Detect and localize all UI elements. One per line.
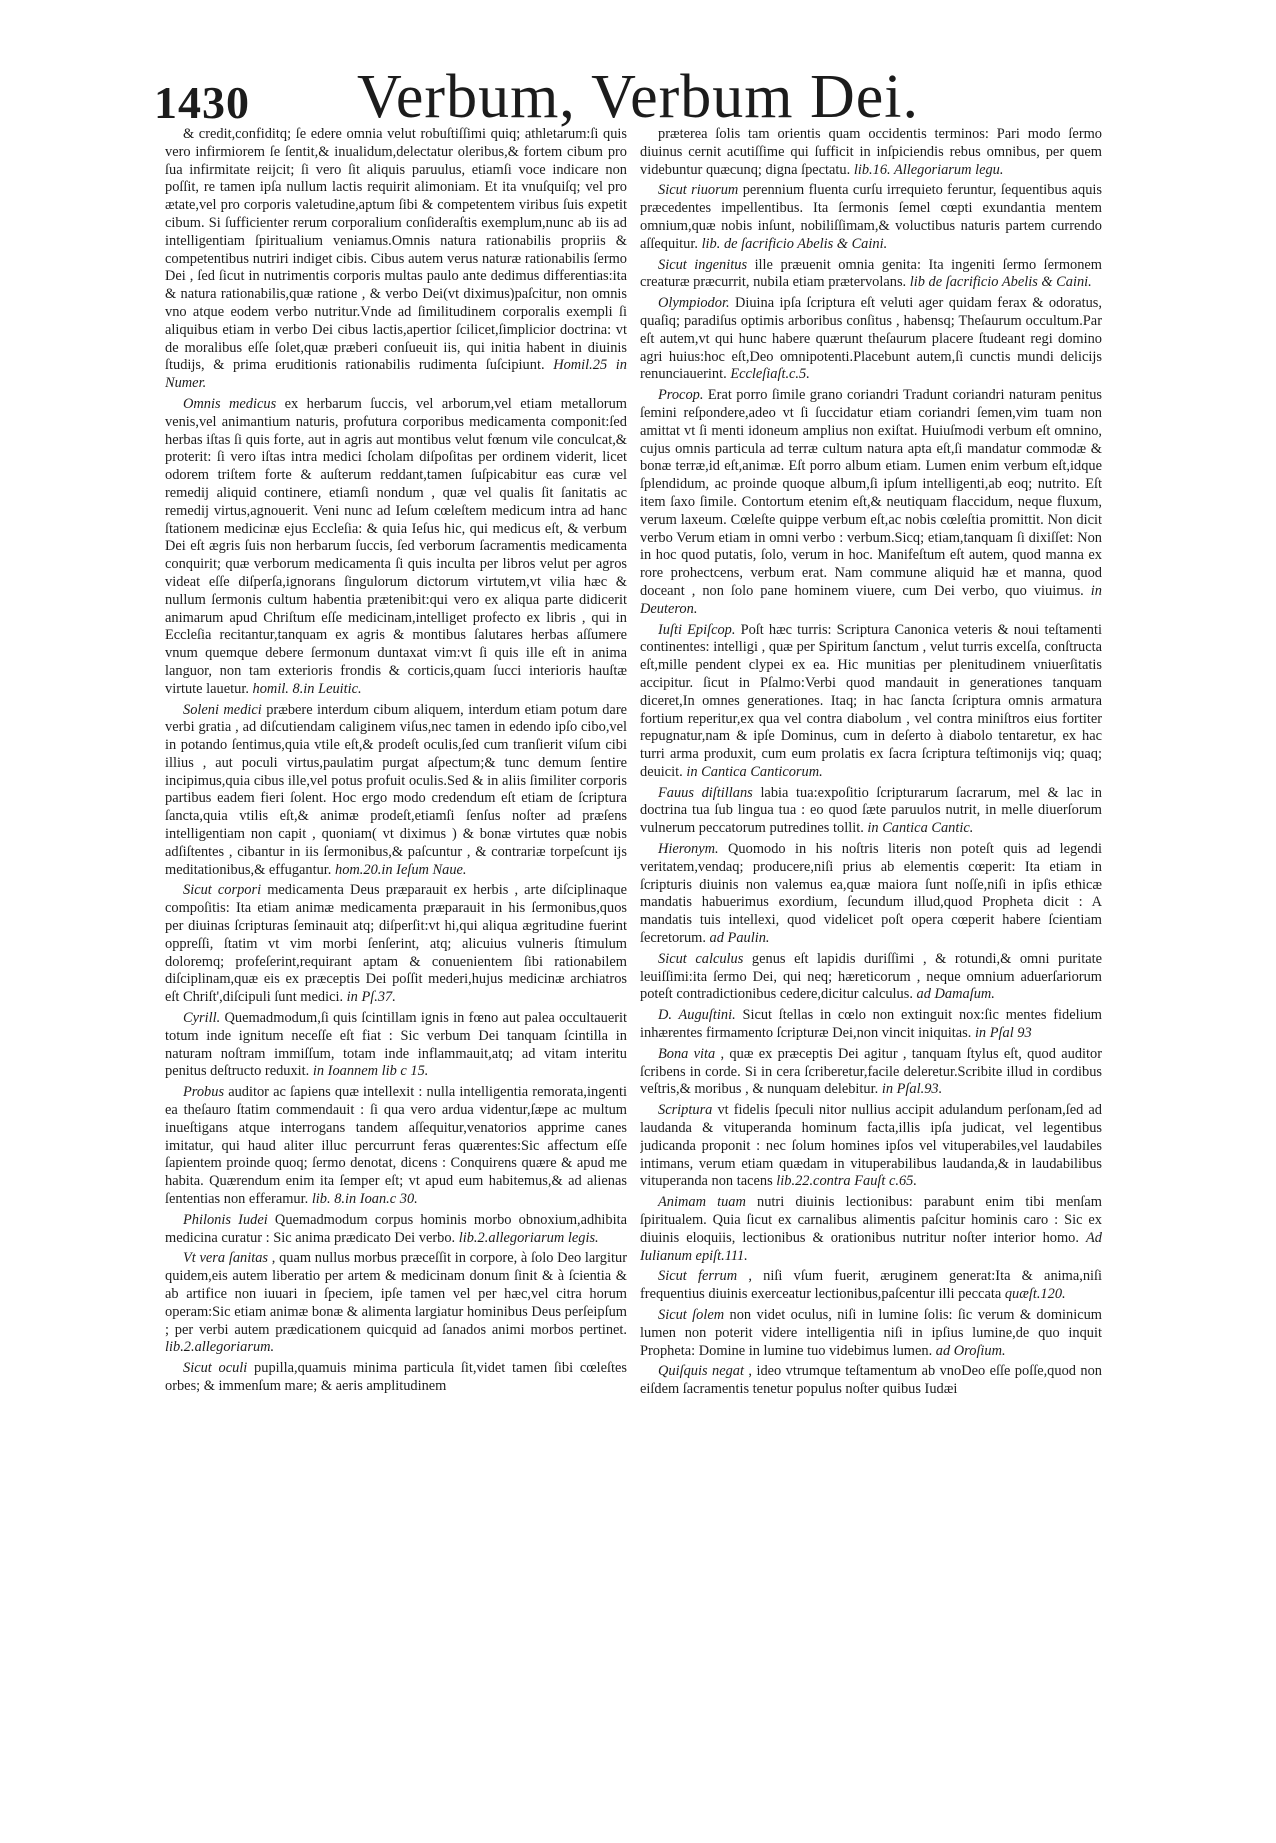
paragraph [640, 1363, 1102, 1399]
paragraph [640, 1194, 1102, 1265]
source-reference: lib. 8.in Ioan.c 30. [311, 1191, 418, 1208]
paragraph-text: Diuina ipſa ſcriptura eſt veluti ager quidam ferax & odoratus, quaſiq; paradiſus optimis arboribus conſitus , habensq; Theſaurum occultum.Par eſt autem,vt qui hunc habere quærunt theſaurum placere ſtudeant regi domino agri huius:hoc eſt,Deo omnipotenti.Placebunt autem,ſi cunctis mundi delicijs renunciauerint. [640, 295, 1102, 383]
paragraph [640, 295, 1102, 384]
source-reference: lib.2.allegoriarum. [165, 1339, 275, 1356]
paragraph [165, 882, 627, 1007]
paragraph-lead: Probus [183, 1084, 225, 1101]
source-reference: ad Paulin. [709, 930, 770, 947]
paragraph-text: præbere interdum cibum aliquem, interdum etiam potum dare verbi gratia , ad diſcutiendam caliginem viſus,nec tamen in edendo ipſo cibo,vel in potando ſentimus,quia vtile eſt,& prodeſt oculis,ſed cum tranſierit viſum cibi illius , aut poculi virtus,paulatim purgat aſpectum;& tunc demum ſentire incipimus,quia cibus ille,vel potus profuit oculis.Sed & in aliis ſimiliter corporis partibus eadem fieri ſolent. Hoc ergo modo credendum eſt etiam de ſcriptura ſancta,quia vtilis eſt,& animæ prodeſt,etiamſi ſenſus noſter ad præſens intelligentiam non capit , quoniam( vt diximus ) & bonæ virtutes quæ nobis adſiſtentes , cibantur in iis ſermonibus,& paſcuntur , & contrariæ torpeſcunt ijs meditationibus,& effugantur. [165, 701, 627, 878]
paragraph-lead: Sicut ferrum [658, 1268, 738, 1285]
paragraph [640, 1007, 1102, 1043]
paragraph [165, 126, 627, 393]
paragraph [640, 387, 1102, 618]
paragraph-text: , niſi vſum fuerit, æruginem generat:Ita & anima,niſi frequentius diuinis exerceatur lectionibus,paſcentur illi peccata [640, 1268, 1102, 1303]
source-reference: ad Damaſum. [916, 986, 995, 1003]
paragraph [165, 1212, 627, 1248]
paragraph-text: non videt oculus, niſi in lumine ſolis: ſic verum & dominicum lumen non poterit videre intelligentia niſi in ipſius lumine,de quo inquit Propheta: Domine in lumine tuo videbimus lumen. [640, 1307, 1102, 1359]
running-title: Verbum, Verbum Dei. [357, 63, 919, 131]
paragraph-lead: Bona vita [658, 1045, 716, 1062]
paragraph-text: Erat porro ſimile grano coriandri Tradunt coriandri naturam penitus ſemini reſpondere,adeo vt ſi ſuccidatur etiam coriandri ſemen,vim tuam non amittat vt ſi menti idoneum amplius non exiſtat. Huiuſmodi verbum eſt omnino, cujus omnis particula ad terræ cultum natura apta eſt,ſi mandatur commodæ & bonæ terræ,id eſt,animæ. Eſt porro album etiam. Lumen enim verbum eſt,idque ſplendidum, ac proinde quoque album,ſi ipſum intelligenti,ab eoq; nutrito. Eſt item ſaxo ſimile. Contortum etenim eſt,& neutiquam flaccidum, neque fluxum, verum laxeum. Cœleſte quippe verbum eſt,ac nobis cœleſtia promittit. Non dicit verbo Verum etiam in omni verbo : verbum.Sicq; etiam,tanquam ſi dixiſſet: Non in hoc quod putatis, ſolo, verum in hoc. Manifeſtum eſt autem, quod manna ex rore prohectcens, verbum erat. Nam commune aliquid hæ et manna, quod doceant , non ſolo pane hominem viuere, cum Dei verbo, quo viuimus. [640, 387, 1102, 599]
paragraph [640, 182, 1102, 253]
paragraph-lead: Sicut calculus [658, 950, 744, 967]
page-number: 1430 [154, 77, 250, 128]
paragraph-text: Sicut ſtellas in cœlo non extinguit nox:ſic mentes fidelium inhærentes firmamento ſcripturæ Dei,non vincit iniquitas. [640, 1007, 1102, 1042]
source-reference: ad Oroſium. [935, 1342, 1006, 1359]
source-reference: Eccleſiaſt.c.5. [730, 366, 810, 383]
paragraph [640, 951, 1102, 1004]
source-reference: in Pſal.93. [881, 1081, 943, 1098]
paragraph-text: genus eſt lapidis duriſſimi , & rotundi,& omni puritate leuiſſimi:ita ſermo Dei, qui neq; hæreticorum , neque omnium aduerſariorum poteſt contradictionibus cedere,dicitur calculus. [640, 950, 1102, 1003]
paragraph-text: Quemadmodum corpus hominis morbo obnoxium,adhibita medicina curatur : Sic anima prædicato Dei verbo. [165, 1211, 627, 1246]
paragraph-text: , quam nullus morbus præceſſit in corpore, à ſolo Deo largitur quidem,eis autem liberatio per artem & medicinam donum ſinit & à ſcientia & ab artifice non iuuari in ſpeciem, ipſe tamen vel per hæc,vel citra horum operam:Sic etiam animæ bonæ & alimenta largiatur hominibus Deus perſeipſum ; per verbi autem prædicationem quicquid ad ſanados animi morbos pertinet. [165, 1250, 627, 1338]
source-reference: lib.16. Allegoriarum legu. [853, 161, 1004, 178]
paragraph-lead: Olympiodor. [658, 295, 730, 312]
paragraph-text: nutri diuinis lectionibus: parabunt enim tibi menſam ſpiritualem. Quia ſicut ex carnalibus alimentis paſcitur hominis caro : Sic ex diuinis eloquiis, lectionibus & orationibus nutritur noſter interior homo. [640, 1194, 1102, 1246]
paragraph-lead: Cyrill. [183, 1010, 221, 1027]
paragraph-lead: Omnis medicus [183, 395, 277, 412]
paragraph [640, 1268, 1102, 1304]
paragraph-text: Poſt hæc turris: Scriptura Canonica veteris & noui teſtamenti continentes: intelligi , quæ per Spiritum ſanctum , velut turris excelſa, conſtructa eſt,mille pendent clypei ex ea. Hic munitias per plenitudinem vniuerſitatis accipitur. ſicut in Pſalmo:Verbi quod mandauit in generationes tanquam diceret,In omnes generationes. Itaq; in hac ſancta ſcriptura omnis armatura fortium reperitur,ex qua vel contra diabolum , vel contra miniſtros eius fortiter repugnatur,nam & ipſe Dominus, cum in deſerto à diabolo tentaretur, ex hac turri arma produxit, cum eum prolatis ex ſacra ſcriptura teſtimonijs viq; quaq; deuicit. [640, 621, 1102, 780]
paragraph [165, 1084, 627, 1209]
source-reference: lib. de ſacrificio Abelis & Caini. [701, 235, 888, 252]
source-reference: quæſt.120. [1004, 1286, 1066, 1303]
source-reference: in Ioannem lib c 15. [312, 1063, 429, 1080]
paragraph [640, 622, 1102, 782]
paragraph-lead: D. Auguſtini. [658, 1007, 736, 1024]
source-reference: in Pſ.37. [346, 989, 396, 1006]
paragraph-lead: Fauus diſtillans [658, 784, 753, 801]
paragraph-text: perennium fluenta curſu irrequieto feruntur, ſequentibus aquis præcedentes impellentibus. Ita ſermonis ſemel cœpti exundantia mentem omnium,quæ nobis inſunt, nobiliſſimam,& voluctibus naturis partem currendo aſſequitur. [640, 182, 1102, 252]
paragraph [165, 396, 627, 699]
source-reference: in Pſal 93 [974, 1025, 1032, 1042]
source-reference: lib.22.contra Fauſt c.65. [776, 1173, 917, 1190]
paragraph-lead: Soleni medici [183, 701, 262, 718]
paragraph [640, 1102, 1102, 1191]
paragraph [640, 257, 1102, 293]
paragraph [640, 785, 1102, 838]
paragraph-lead: Sicut ſolem [658, 1307, 725, 1323]
paragraph-lead: Philonis Iudei [183, 1211, 268, 1228]
source-reference: homil. 8.in Leuitic. [252, 680, 362, 697]
paragraph-text: Quemadmodum,ſi quis ſcintillam ignis in fœno aut palea occultauerit totum inde ignitum neceſſe eſt fiat : Sic verbum Dei tanquam ſcintilla in naturam noſtram immiſſum, totam inde inflammauit,atq; ad vitam interitu penitus deſtructo reduxit. [165, 1010, 627, 1080]
paragraph [640, 841, 1102, 948]
source-reference: in Deuteron. [640, 582, 1102, 617]
source-reference: in Cantica Canticorum. [686, 763, 823, 780]
source-reference: Ad Iulianum epiſt.111. [640, 1229, 1102, 1264]
paragraph-text: Quomodo in his noſtris literis non poteſt quis ad legendi veritatem,vendaq; producere,niſi prius ab elementis cœperit: Ita etiam in ſcripturis diuinis non valemus ea,quæ maiora ſunt noſſe,niſi in ipſis ethicæ mandatis habuerimus exordium, ſecundum illud,quod Propheta dicit : A mandatis tuis intellexi, quod videlicet poſt opera cœperit habere ſcientiam ſecretorum. [640, 841, 1102, 947]
source-reference: in Cantica Cantic. [867, 820, 974, 837]
paragraph-text: pupilla,quamuis minima particula ſit,videt tamen ſibi cœleſtes orbes; & immenſum mare; & aeris amplitudinem [165, 1360, 627, 1394]
paragraph-text: & credit,confiditq; ſe edere omnia velut robuſtiſſimi quiq; athletarum:ſi quis vero infirmiorem ſe ſentit,& inualidum,delectatur oleribus,& fortem cibum pro ſua infirmitate reijcit; ſi vero ſit aliquis paruulus, etiamſi voce indicare non poſſit, re tamen ipſa nullum lactis requirit alimoniam. Et ita vnuſquiſq; vel pro ætate,vel pro corporis valetudine,aptum ſibi & competentem viribus ſuis expetit cibum. Si ſufficienter rerum corporalium conſideraſtis exemplum,nunc ab iis ad intelligentiam ſpiritualium veniamus.Omnis natura rationabilis propriis & competentibus nutriri indiget cibis. Cibus autem verus naturæ rationabilis ſermo Dei , ſed ſicut in nutrimentis corporis multas paulo ante dedimus differentias:ita & natura rationabilis,quæ ratione , & verbo Dei(vt diximus)paſcitur, non omnis vno atque eodem verbo nutritur.Vnde ad ſimilitudinem corporalis exempli ſi aliquibus etiam in verbo Dei cibus lactis,apertior ſcilicet,ſimplicior doctrina: vt de moralibus eſſe ſolet,quæ præberi conſueuit iis, qui initia habent in diuinis ſtudijs, & prima eruditionis rationabilis rudimenta ſuſcipiunt. [165, 126, 627, 374]
source-reference: lib.2.allegoriarum legis. [458, 1229, 599, 1246]
left-column [165, 126, 627, 1816]
paragraph-lead: Animam tuam [658, 1194, 746, 1211]
paragraph-lead: Scriptura [658, 1102, 713, 1119]
source-reference: hom.20.in Ieſum Naue. [335, 861, 467, 878]
paragraph-lead: Procop. [658, 387, 704, 404]
paragraph-lead: Sicut oculi [183, 1360, 248, 1377]
paragraph [165, 1010, 627, 1081]
paragraph-text: auditor ac ſapiens quæ intellexit : nulla intelligentia remorata,ingenti ea theſauro ſtatim commendauit : ſi qua vero ardua videntur,ſæpe ac multum inueſtigans atque interrogans tandem aſſequitur,venatorios apprime canes imitatur, qui haud aliter illuc percurrunt feras quærentes:Sic affectum eſſe ſapientem proinde quoq; ſermo denotat, dicens : Conquirens quære & apud me habita. Quærendum enim ita ſemper eſt; vt apud eum habitemus,& ad alienas ſententias non efferamur. [165, 1084, 627, 1208]
paragraph-lead: Sicut ingenitus [658, 256, 748, 273]
paragraph [640, 1046, 1102, 1099]
paragraph [640, 1307, 1102, 1360]
paragraph-text: labia tua:expoſitio ſcripturarum ſacrarum, mel & lac in doctrina tua ſub lingua tua : eo quod ſæte paruulos nutrit, in melle diuerſorum vulnerum peccatorum putredines tollit. [640, 784, 1102, 837]
paragraph-text: ille præuenit omnia genita: Ita ingeniti ſermo ſermonem creaturæ præcurrit, nubila etiam prætervolans. [640, 256, 1102, 291]
paragraph-lead: Vt vera ſanitas [183, 1250, 269, 1267]
paragraph [165, 1360, 627, 1396]
paragraph-lead: Quiſquis negat [658, 1363, 744, 1380]
paragraph [165, 1250, 627, 1357]
paragraph-text: , ideo vtrumque teſtamentum ab vnoDeo eſſe poſſe,quod non eiſdem ſacramentis tenetur populus noſter quibus Iudæi [640, 1363, 1102, 1398]
paragraph-text: , quæ ex præceptis Dei agitur , tanquam ſtylus eſt, quod auditor ſcribens in corde. Si in cera ſcriberetur,facile deleretur.Scribite illud in cordibus veſtris,& moribus , & nunquam delebitur. [640, 1045, 1102, 1098]
paragraph-text: ex herbarum ſuccis, vel arborum,vel etiam metallorum venis,vel animantium naturis, profutura corporibus medicamenta componit:ſed herbas iſtas ſi quis forte, aut in agris aut montibus velut fœnum vile conculcat,& proterit: ſi vero iſtas intra medici ſcholam diſpoſitas per ordinem viderit, licet odorem triſtem forte & auſterum reddant,tamen ſuſpicabitur eas curæ vel remedij aliquid continere, etiamſi nondum , quæ vel qualis ſit ſanitatis ac remedij virtus,agnouerit. Veni nunc ad Ieſum cœleſtem medicum intra ad hanc ſtationem medicinæ ejus Eccleſia: & quia Ieſus hic, qui medicus eſt, & verbum Dei eſt ægris ſuis non herbarum ſuccis, ſed verborum ſacramentis medicamenta conquirit; quæ verborum medicamenta ſi quis inculta per libros velut per agros videat eſſe diſperſa,ignorans ſingulorum dictorum virtutem,vt vilia hæc & nullum ſermonis cultum habentia prætenibit:qui vero ex aliqua parte didicerit animarum apud Chriſtum eſſe medicinam,intelliget profecto ex libris , qui in Eccleſia recitantur,tanquam ex agris & montibus ſalutares herbas aſſumere vnum quemque debere ſermonum duntaxat vim:vt ſi quis ille eſt in anima languor, non tam exterioris frondis & corticis,quam ſucci interioris hauſtæ virtute lauetur. [165, 395, 627, 697]
paragraph-text: præterea ſolis tam orientis quam occidentis terminos: Pari modo ſermo diuinus cernit acutiſſime qui ſufficit in inſpiciendis rebus omnibus, per quem videbuntur quæcunq; digna ſpectatu. [640, 126, 1102, 178]
paragraph-lead: Sicut corpori [183, 882, 262, 899]
paragraph-lead: Sicut riuorum [658, 182, 739, 199]
paragraph-lead: Hieronym. [658, 841, 719, 858]
source-reference: Homil.25 in Numer. [165, 357, 627, 392]
paragraph [640, 126, 1102, 179]
paragraph [165, 702, 627, 880]
right-column [640, 126, 1102, 1816]
source-reference: lib de ſacrificio Abelis & Caini. [909, 274, 1092, 291]
paragraph-text: medicamenta Deus præparauit ex herbis , arte diſciplinaque compoſitis: Ita etiam animæ medicamenta præparauit in his ſermonibus,quos per diuinas ſcripturas ſeminauit atq; diſperſit:vt hi,qui aliqua ægritudine fuerint oppreſſi, ſtatim vt vim morbi ſenſerint, atq; alicuius vulneris ſtimulum doloremq; profeſerint,requirant aptam & conuenientem ſibi rationabilem diſciplinam,quæ eis ex præceptis Dei poſſit mederi,hujus medicinæ archiatros eſt Chriſt',diſcipuli ſunt medici. [165, 882, 627, 1006]
paragraph-lead: Iuſti Epiſcop. [658, 621, 736, 638]
paragraph-text: vt fidelis ſpeculi nitor nullius accipit adulandum perſonam,ſed ad laudanda & vituperanda hominum facta,illis ipſa judicat, vel legentibus judicanda proponit : nec ſolum homines ipſos vel vituperabiles,vel laudabiles intimans, verum etiam quædam in vituperabilibus laudanda,& in laudabilibus vituperanda non tacens [640, 1102, 1102, 1190]
